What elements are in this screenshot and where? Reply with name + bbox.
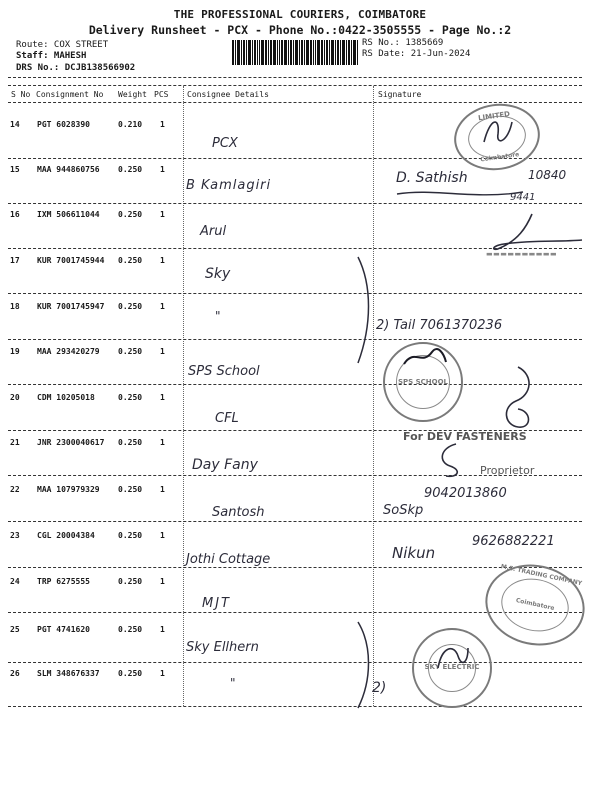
- handwritten-consignee: ": [215, 309, 221, 323]
- row-pcs: 1: [160, 438, 165, 447]
- row-separator: [8, 203, 582, 204]
- handwritten-signature: [400, 344, 450, 374]
- row-weight: 0.250: [118, 531, 143, 540]
- col-header-weight: Weight: [118, 90, 147, 99]
- row-separator-last: [8, 706, 582, 707]
- row-pcs: 1: [160, 625, 165, 634]
- row-pcs: 1: [160, 577, 165, 586]
- row-consignment: MAA 107979329: [37, 485, 100, 494]
- ms-trading-stamp: M.S. TRADING COMPANY Coimbatore: [478, 555, 592, 654]
- company-stamp: LIMITED Coimbatore: [450, 98, 544, 175]
- row-sno: 24: [10, 577, 20, 586]
- handwritten-signature: [432, 638, 472, 678]
- handwritten-consignee: CFL: [215, 411, 239, 426]
- handwritten-signature: SoSkp: [383, 503, 424, 518]
- handwritten-consignee: Sky: [205, 266, 231, 282]
- header-rule-top-2: [8, 85, 582, 86]
- staff-label: Staff: MAHESH: [16, 51, 87, 61]
- row-weight: 0.210: [118, 120, 143, 129]
- handwritten-signature: 2): [372, 680, 387, 696]
- row-pcs: 1: [160, 393, 165, 402]
- route-label: Route: COX STREET: [16, 40, 109, 50]
- col-header-signature: Signature: [378, 90, 422, 99]
- row-sno: 25: [10, 625, 20, 634]
- drs-number: DRS No.: DCJB138566902: [16, 63, 136, 73]
- column-divider-signature: [373, 86, 374, 706]
- row-weight: 0.250: [118, 256, 143, 265]
- header-rule-top: [8, 77, 582, 78]
- stamp-proprietor: Proprietor: [480, 464, 535, 477]
- row-sno: 26: [10, 669, 20, 678]
- handwritten-consignee: PCX: [212, 136, 238, 151]
- row-weight: 0.250: [118, 302, 143, 311]
- row-sno: 17: [10, 256, 20, 265]
- handwritten-number: 9441: [510, 192, 536, 203]
- row-separator: [8, 662, 582, 663]
- document-title: THE PROFESSIONAL COURIERS, COIMBATORE: [173, 8, 427, 21]
- handwritten-bracket: [350, 255, 380, 365]
- handwritten-signature: [478, 112, 518, 152]
- row-pcs: 1: [160, 669, 165, 678]
- row-pcs: 1: [160, 531, 165, 540]
- column-divider-consignee: [183, 86, 184, 706]
- row-consignment: PGT 6028390: [37, 120, 90, 129]
- handwritten-consignee: ": [230, 676, 236, 690]
- rs-date: RS Date: 21-Jun-2024: [362, 49, 471, 59]
- row-pcs: 1: [160, 485, 165, 494]
- row-weight: 0.250: [118, 438, 143, 447]
- row-sno: 16: [10, 210, 20, 219]
- row-consignment: MAA 293420279: [37, 347, 100, 356]
- handwritten-consignee: B Kamlagiri: [186, 178, 272, 193]
- handwritten-signature: [470, 210, 585, 255]
- row-consignment: KUR 7001745944: [37, 256, 105, 265]
- row-separator: [8, 293, 582, 294]
- row-consignment: TRP 6275555: [37, 577, 90, 586]
- col-header-sno: S No: [11, 90, 31, 99]
- school-stamp: SPS SCHOOL: [383, 342, 463, 422]
- row-sno: 14: [10, 120, 20, 129]
- row-consignment: CDM 10205018: [37, 393, 95, 402]
- row-sno: 22: [10, 485, 20, 494]
- handwritten-consignee: Arul: [200, 224, 227, 239]
- handwritten-signature: [498, 365, 538, 435]
- barcode: [232, 40, 358, 65]
- row-separator: [8, 521, 582, 522]
- row-weight: 0.250: [118, 577, 143, 586]
- handwritten-number: 9626882221: [472, 534, 555, 549]
- row-pcs: 1: [160, 210, 165, 219]
- row-sno: 23: [10, 531, 20, 540]
- signature-underline: [395, 186, 525, 202]
- row-sno: 15: [10, 165, 20, 174]
- row-weight: 0.250: [118, 625, 143, 634]
- handwritten-signature: Nikun: [392, 544, 436, 562]
- row-pcs: 1: [160, 256, 165, 265]
- row-sno: 18: [10, 302, 20, 311]
- col-header-consignment: Consignment No: [36, 90, 104, 99]
- row-sno: 21: [10, 438, 20, 447]
- handwritten-number: 9042013860: [424, 486, 507, 501]
- row-consignment: PGT 4741620: [37, 625, 90, 634]
- row-weight: 0.250: [118, 210, 143, 219]
- row-consignment: SLM 348676337: [37, 669, 100, 678]
- row-sno: 19: [10, 347, 20, 356]
- row-weight: 0.250: [118, 347, 143, 356]
- row-weight: 0.250: [118, 669, 143, 678]
- sky-electric-stamp: SKY ELECTRIC: [412, 628, 492, 708]
- row-pcs: 1: [160, 347, 165, 356]
- row-weight: 0.250: [118, 485, 143, 494]
- handwritten-signature: [432, 440, 472, 480]
- row-consignment: IXM 506611044: [37, 210, 100, 219]
- document-subtitle: Delivery Runsheet - PCX - Phone No.:0422-3505555 - Page No.:2: [88, 23, 512, 37]
- handwritten-consignee: Sky Ellhern: [186, 640, 259, 655]
- row-pcs: 1: [160, 165, 165, 174]
- rs-number: RS No.: 1385669: [362, 38, 444, 48]
- col-header-consignee: Consignee Details: [187, 90, 269, 99]
- handwritten-signature: D. Sathish: [396, 170, 468, 186]
- handwritten-consignee: Santosh: [212, 505, 265, 520]
- stamp-for-dev-fasteners: For DEV FASTENERS: [403, 430, 527, 443]
- row-sno: 20: [10, 393, 20, 402]
- row-pcs: 1: [160, 120, 165, 129]
- row-weight: 0.250: [118, 393, 143, 402]
- row-separator: [8, 339, 582, 340]
- handwritten-consignee: Jothi Cottage: [186, 552, 271, 567]
- row-consignment: MAA 944860756: [37, 165, 100, 174]
- row-weight: 0.250: [118, 165, 143, 174]
- handwritten-consignee: Day Fany: [192, 457, 258, 473]
- row-consignment: JNR 2300040617: [37, 438, 105, 447]
- handwritten-consignee: MJT: [202, 596, 231, 611]
- faded-stamp-text: ▬▬▬▬▬▬▬▬▬▬: [486, 250, 558, 258]
- col-header-pcs: PCS: [154, 90, 169, 99]
- handwritten-consignee: SPS School: [188, 364, 260, 379]
- row-separator: [8, 384, 582, 385]
- row-pcs: 1: [160, 302, 165, 311]
- row-consignment: CGL 20004384: [37, 531, 95, 540]
- handwritten-number: 10840: [528, 168, 567, 182]
- row-consignment: KUR 7001745947: [37, 302, 105, 311]
- handwritten-bracket: [350, 620, 380, 710]
- handwritten-signature: 2) Tail 7061370236: [376, 318, 503, 333]
